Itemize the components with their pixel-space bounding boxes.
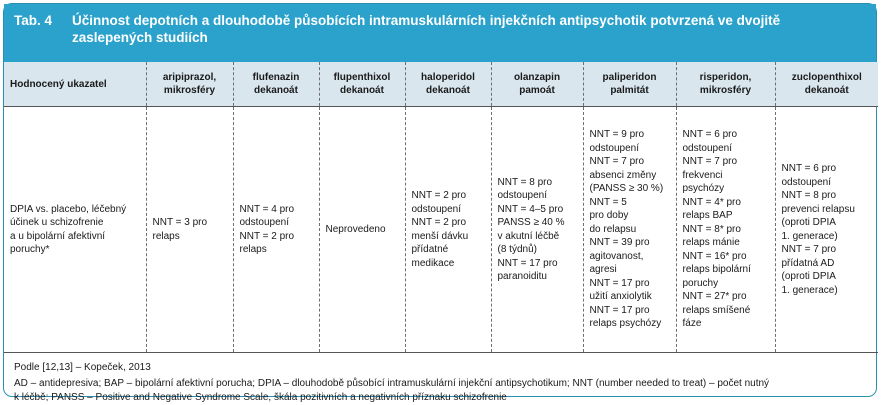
cell-line: NNT = 7 pro <box>781 244 837 255</box>
footnote-abbreviations-2: k léčbě; PANSS – Positive and Negative Syndrome Scale, škála pozitivních a negativních příznaku schizofrenie <box>14 392 507 403</box>
cell-line: NNT = 7 pro <box>589 156 645 168</box>
column-header <box>146 62 233 107</box>
cell-line: přídatná AD <box>781 257 835 269</box>
cell-line: NNT = 3 pro <box>152 217 208 228</box>
table-cell <box>583 107 676 353</box>
table-title: Účinnost depotních a dlouhodobě působících intramuskulárních injekčních antipsychotik potvrzená ve dvojitě zaslepených studiích <box>72 13 781 45</box>
table-cell <box>4 107 146 353</box>
cell-line: NNT = 5 <box>589 196 627 208</box>
cell-line: přídatné <box>411 244 449 255</box>
cell-line: účinek u schizofrenie <box>10 217 104 228</box>
cell-line: NNT = 7 pro <box>682 156 738 168</box>
cell-line: NNT = 17 pro <box>589 304 650 316</box>
cell-line: DPIA vs. placebo, léčebný <box>10 203 127 215</box>
table-cell <box>491 107 583 353</box>
column-header-line: palmitát <box>610 85 649 96</box>
column-header-line: mikrosféry <box>699 85 752 96</box>
column-header <box>676 62 775 107</box>
cell-line: pro doby <box>589 210 629 222</box>
column-header-line: pamoát <box>519 85 555 96</box>
cell-line: odstoupení <box>497 190 547 201</box>
efficacy-table <box>4 62 878 353</box>
cell-line: v akutní léčbě <box>497 230 560 242</box>
cell-line: relaps mánie <box>682 237 740 249</box>
cell-line: relaps psychózy <box>589 318 662 330</box>
cell-line: NNT = 6 pro <box>682 129 738 141</box>
cell-line: NNT = 8 pro <box>781 190 837 201</box>
cell-line: do relapsu <box>589 223 637 235</box>
cell-line: NNT = 4* pro <box>682 196 741 208</box>
column-header-line: haloperidol <box>421 72 475 83</box>
column-header-line: zuclopenthixol <box>791 72 862 83</box>
cell-line: odstoupení <box>411 203 461 215</box>
cell-line: NNT = 2 pro <box>411 190 467 201</box>
cell-line: relaps BAP <box>682 210 733 222</box>
table-cell <box>233 107 319 353</box>
cell-line: NNT = 9 pro <box>589 129 645 141</box>
cell-line: NNT = 2 pro <box>239 230 295 242</box>
cell-line: NNT = 17 pro <box>589 277 650 289</box>
cell-line: NNT = 6 pro <box>781 163 837 174</box>
cell-line: poruchy* <box>10 244 50 255</box>
column-header-line: risperidon, <box>699 72 752 83</box>
cell-line: NNT = 2 pro <box>411 217 467 228</box>
footnote-abbreviations-1: AD – antidepresiva; BAP – bipolární afektivní porucha; DPIA – dlouhodobě působící intramuskulární injekční antipsychotikum; NNT (number needed to treat) – počet nutný <box>14 378 770 389</box>
cell-line: (PANSS ≥ 30 %) <box>589 183 664 195</box>
cell-line: odstoupení <box>781 176 831 188</box>
cell-line: relaps <box>152 230 180 242</box>
cell-line: NNT = 8* pro <box>682 223 741 235</box>
cell-line: PANSS ≥ 40 % <box>497 217 565 228</box>
cell-line: medikace <box>411 257 455 269</box>
table-cell <box>676 107 775 353</box>
cell-line: fáze <box>682 318 702 330</box>
cell-line: užití anxiolytik <box>589 291 652 303</box>
cell-line: relaps smíšené <box>682 304 751 316</box>
cell-line: NNT = 16* pro <box>682 250 747 262</box>
table-row <box>4 107 878 353</box>
column-header <box>319 62 405 107</box>
cell-line: agitovanost, <box>589 250 644 262</box>
cell-line: NNT = 17 pro <box>497 257 558 269</box>
column-header-line: aripiprazol, <box>162 72 217 83</box>
cell-line: 1. generace) <box>781 284 838 296</box>
cell-line: NNT = 4–5 pro <box>497 203 564 215</box>
column-header-line: paliperidon <box>602 72 657 83</box>
table-card <box>3 3 877 403</box>
footnote-source: Podle [12,13] – Kopeček, 2013 <box>14 362 151 373</box>
column-header-line: dekanoát <box>340 85 384 96</box>
table-footnote <box>4 353 876 405</box>
table-cell <box>405 107 491 353</box>
table-cell <box>146 107 233 353</box>
column-header-line: olanzapin <box>513 72 561 83</box>
table-cell <box>775 107 878 353</box>
cell-line: relaps <box>239 244 267 255</box>
column-header-line: dekanoát <box>426 85 470 96</box>
cell-line: frekvenci <box>682 169 723 181</box>
header-row <box>4 62 878 107</box>
cell-line: NNT = 8 pro <box>497 176 553 188</box>
cell-line: (oproti DPIA <box>781 271 836 282</box>
column-header <box>491 62 583 107</box>
column-header-line: dekanoát <box>254 85 298 96</box>
cell-line: absenci změny <box>589 169 657 181</box>
cell-line: NNT = 27* pro <box>682 291 747 303</box>
column-header <box>405 62 491 107</box>
column-header-line: flupenthixol <box>333 72 391 83</box>
cell-line: odstoupení <box>682 142 732 154</box>
cell-line: relaps bipolární <box>682 264 751 276</box>
cell-line: NNT = 4 pro <box>239 203 295 215</box>
cell-line: paranoiditu <box>497 271 547 282</box>
cell-line: poruchy <box>682 277 719 289</box>
table-title-bar <box>4 4 876 62</box>
column-header-line: flufenazin <box>252 72 300 83</box>
cell-line: odstoupení <box>589 142 639 154</box>
cell-line: a u bipolární afektivní <box>10 230 106 242</box>
column-header-line: Hodnocený ukazatel <box>10 78 107 90</box>
column-header <box>4 62 146 107</box>
cell-line: (oproti DPIA <box>781 217 836 228</box>
column-header-line: dekanoát <box>804 85 849 96</box>
table-number: Tab. 4 <box>14 13 53 28</box>
table-cell <box>319 107 405 353</box>
cell-line: psychózy <box>682 183 725 195</box>
cell-line: odstoupení <box>239 217 289 228</box>
cell-line: agresi <box>589 264 617 276</box>
cell-line: (8 týdnů) <box>497 244 537 255</box>
column-header <box>775 62 878 107</box>
cell-line: 1. generace) <box>781 230 838 242</box>
cell-line: prevenci relapsu <box>781 203 855 215</box>
cell-line: menší dávku <box>411 230 469 242</box>
cell-line: Neprovedeno <box>325 223 386 235</box>
column-header-line: mikrosféry <box>163 85 216 96</box>
column-header <box>583 62 676 107</box>
column-header <box>233 62 319 107</box>
cell-line: NNT = 39 pro <box>589 237 650 249</box>
